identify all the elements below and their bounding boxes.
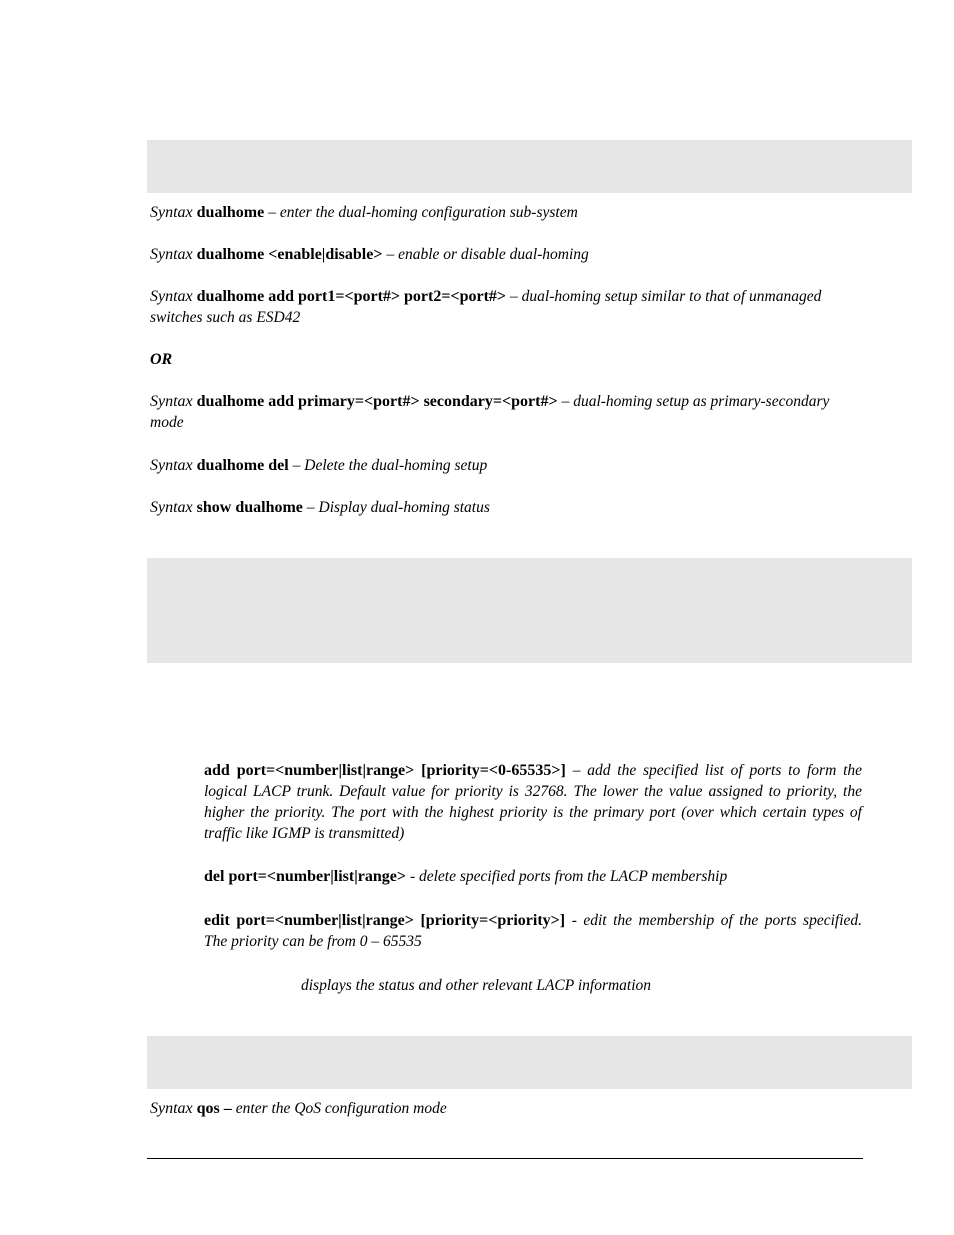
syntax-line-dualhome-del xyxy=(150,455,850,476)
syntax-label: Syntax xyxy=(150,393,193,410)
command-text: dualhome <enable|disable> xyxy=(196,246,383,263)
command-description: displays the status and other relevant LACP information xyxy=(301,977,652,994)
syntax-line-qos xyxy=(150,1098,850,1119)
command-description: – dual-homing setup as primary-secondary mode xyxy=(150,393,830,431)
syntax-line-show-dualhome xyxy=(150,497,850,518)
syntax-label: Syntax xyxy=(150,246,193,263)
command-description: – Display dual-homing status xyxy=(306,499,490,516)
command-text: dualhome del xyxy=(196,457,289,474)
command-text: edit port=<number|list|range> [priority=<priority>] xyxy=(204,912,566,929)
footer-rule xyxy=(147,1158,863,1159)
syntax-line-dualhome xyxy=(150,202,850,223)
lacp-add-command xyxy=(204,760,862,844)
command-description: – add the specified list of ports to form the logical LACP trunk. Default value for priority is 32768. The lower the value assigned to priority, the higher the priority. The port with the highest priority is the primary port (over which certain types of traffic like IGMP is transmitted) xyxy=(204,762,863,842)
command-description: – dual-homing setup similar to that of unmanaged switches such as ESD42 xyxy=(150,288,822,326)
syntax-line-dualhome-add-ports xyxy=(150,286,850,328)
lacp-del-command xyxy=(204,866,862,887)
command-description: - delete specified ports from the LACP membership xyxy=(409,868,728,885)
command-text: add port=<number|list|range> [priority=<0-65535>] xyxy=(204,762,566,779)
command-text: del port=<number|list|range> xyxy=(204,868,406,885)
command-description: – enter the dual-homing configuration sub-system xyxy=(268,204,578,221)
section-header-box-qos xyxy=(147,1036,912,1089)
lacp-edit-command xyxy=(204,910,862,952)
lacp-show-description xyxy=(301,975,861,996)
syntax-line-dualhome-enable xyxy=(150,244,850,265)
syntax-label: Syntax xyxy=(150,457,193,474)
syntax-label: Syntax xyxy=(150,288,193,305)
command-text: show dualhome xyxy=(196,499,303,516)
command-description: enter the QoS configuration mode xyxy=(235,1100,447,1117)
syntax-label: Syntax xyxy=(150,499,193,516)
command-text: dualhome xyxy=(196,204,265,221)
command-text: dualhome add primary=<port#> secondary=<port#> xyxy=(196,393,558,410)
syntax-label: Syntax xyxy=(150,1100,193,1117)
section-header-box-lacp xyxy=(147,558,912,663)
section-header-box-dualhome xyxy=(147,140,912,193)
or-text: OR xyxy=(150,351,173,368)
command-text: qos – xyxy=(196,1100,232,1117)
command-text: dualhome add port1=<port#> port2=<port#> xyxy=(196,288,507,305)
command-description: – Delete the dual-homing setup xyxy=(292,457,488,474)
command-description: - edit the membership of the ports specified. The priority can be from 0 – 65535 xyxy=(204,912,863,950)
syntax-label: Syntax xyxy=(150,204,193,221)
command-description: – enable or disable dual-homing xyxy=(386,246,589,263)
syntax-line-dualhome-add-primary xyxy=(150,391,850,433)
or-label xyxy=(150,349,850,370)
